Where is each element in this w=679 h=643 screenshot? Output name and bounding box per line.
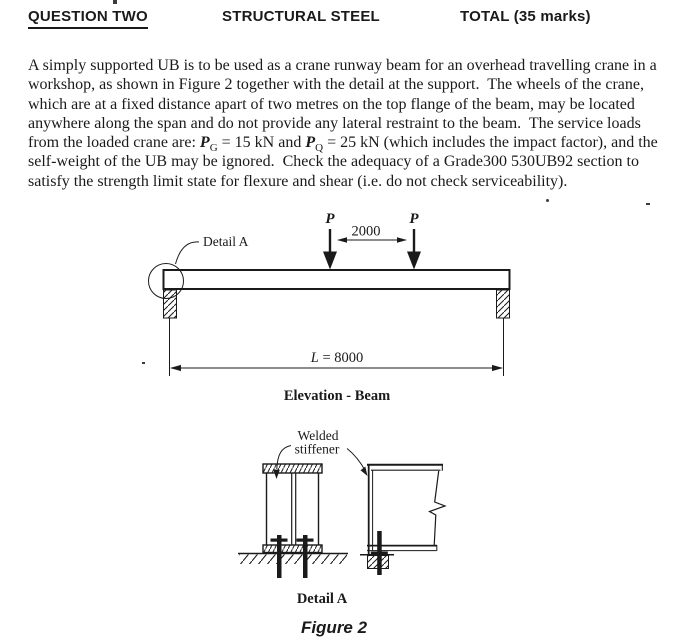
topic-heading: STRUCTURAL STEEL [222,8,380,25]
right-load-arrowhead-icon [407,252,421,270]
dead-load-value-text: = 15 kN and [217,134,306,152]
detail-a-label: Detail A [203,234,249,249]
anchor-bolt-side-plate [371,552,388,555]
end-view-top-flange [263,464,322,473]
ground-hatching [239,555,347,565]
anchor-bolt-left-plate [271,539,288,542]
scan-artifact [646,203,650,205]
left-wheel-load [323,211,337,270]
right-load-label: P [409,211,419,227]
detail-a-caption: Detail A [296,591,348,607]
right-wheel-load [407,211,421,270]
span-dimension [170,318,504,376]
end-view-bottom-flange [263,545,322,553]
wheel-spacing-label: 2000 [351,223,381,240]
question-number-heading: QUESTION TWO [28,8,148,29]
dead-load-subscript: G [209,142,218,155]
span-dimension-label: L = 8000 [310,350,364,366]
left-load-arrowhead-icon [323,252,337,270]
wheel-spacing-dimension [337,224,407,243]
figure-2-drawing [0,205,679,643]
detail-a-drawing [238,428,445,637]
paragraph-text-part2: = 25 kN (which includes the impact factor), and the self-weight of the UB may be ignored. Check the adequacy of a Grade300 530UB92 section to satisfy the strength limit state for flexure and shear (i.e. do not check serviceability). [28,134,662,190]
span-arrowhead-left-icon [170,365,181,371]
left-load-label: P [325,211,335,227]
left-support [164,290,177,318]
dim-arrowhead-left-icon [337,237,347,242]
figure-caption: Figure 2 [300,618,368,637]
dead-load-symbol: P [199,134,210,152]
span-arrowhead-right-icon [492,365,503,371]
scan-artifact [546,199,549,202]
stiffener-label-line1: Welded [297,428,339,443]
paragraph-text-part1: A simply supported UB is to be used as a crane runway beam for an overhead travelling crane in a workshop, as shown in Figure 2 together with the detail at the support. The wheels of the crane, which are at a fixed distance apart of two metres on the top flange of the beam, may be located anywhere along the span and do not provide any lateral restraint to the beam. The service loads from the loaded crane are: [28,57,661,152]
stiffener-leader-right [347,449,366,472]
right-support [497,290,510,318]
anchor-bolt-right-plate [297,539,314,542]
problem-statement [28,56,660,191]
stiffener-label-line2: stiffener [294,441,340,457]
live-load-subscript: Q [315,142,324,155]
stiffener-leader-right-arrowhead-icon [361,467,368,476]
live-load-symbol: P [305,134,316,152]
scan-artifact [113,0,117,4]
marks-heading: TOTAL (35 marks) [460,8,591,25]
dim-arrowhead-right-icon [397,237,407,242]
elevation-caption: Elevation - Beam [283,388,391,404]
elevation-beam-drawing [149,211,510,404]
break-line [430,471,446,546]
stiffener-leader-left-arrowhead-icon [273,470,280,480]
detail-a-leader-line [176,242,200,264]
beam-outline [164,270,510,289]
scan-artifact [142,362,145,364]
